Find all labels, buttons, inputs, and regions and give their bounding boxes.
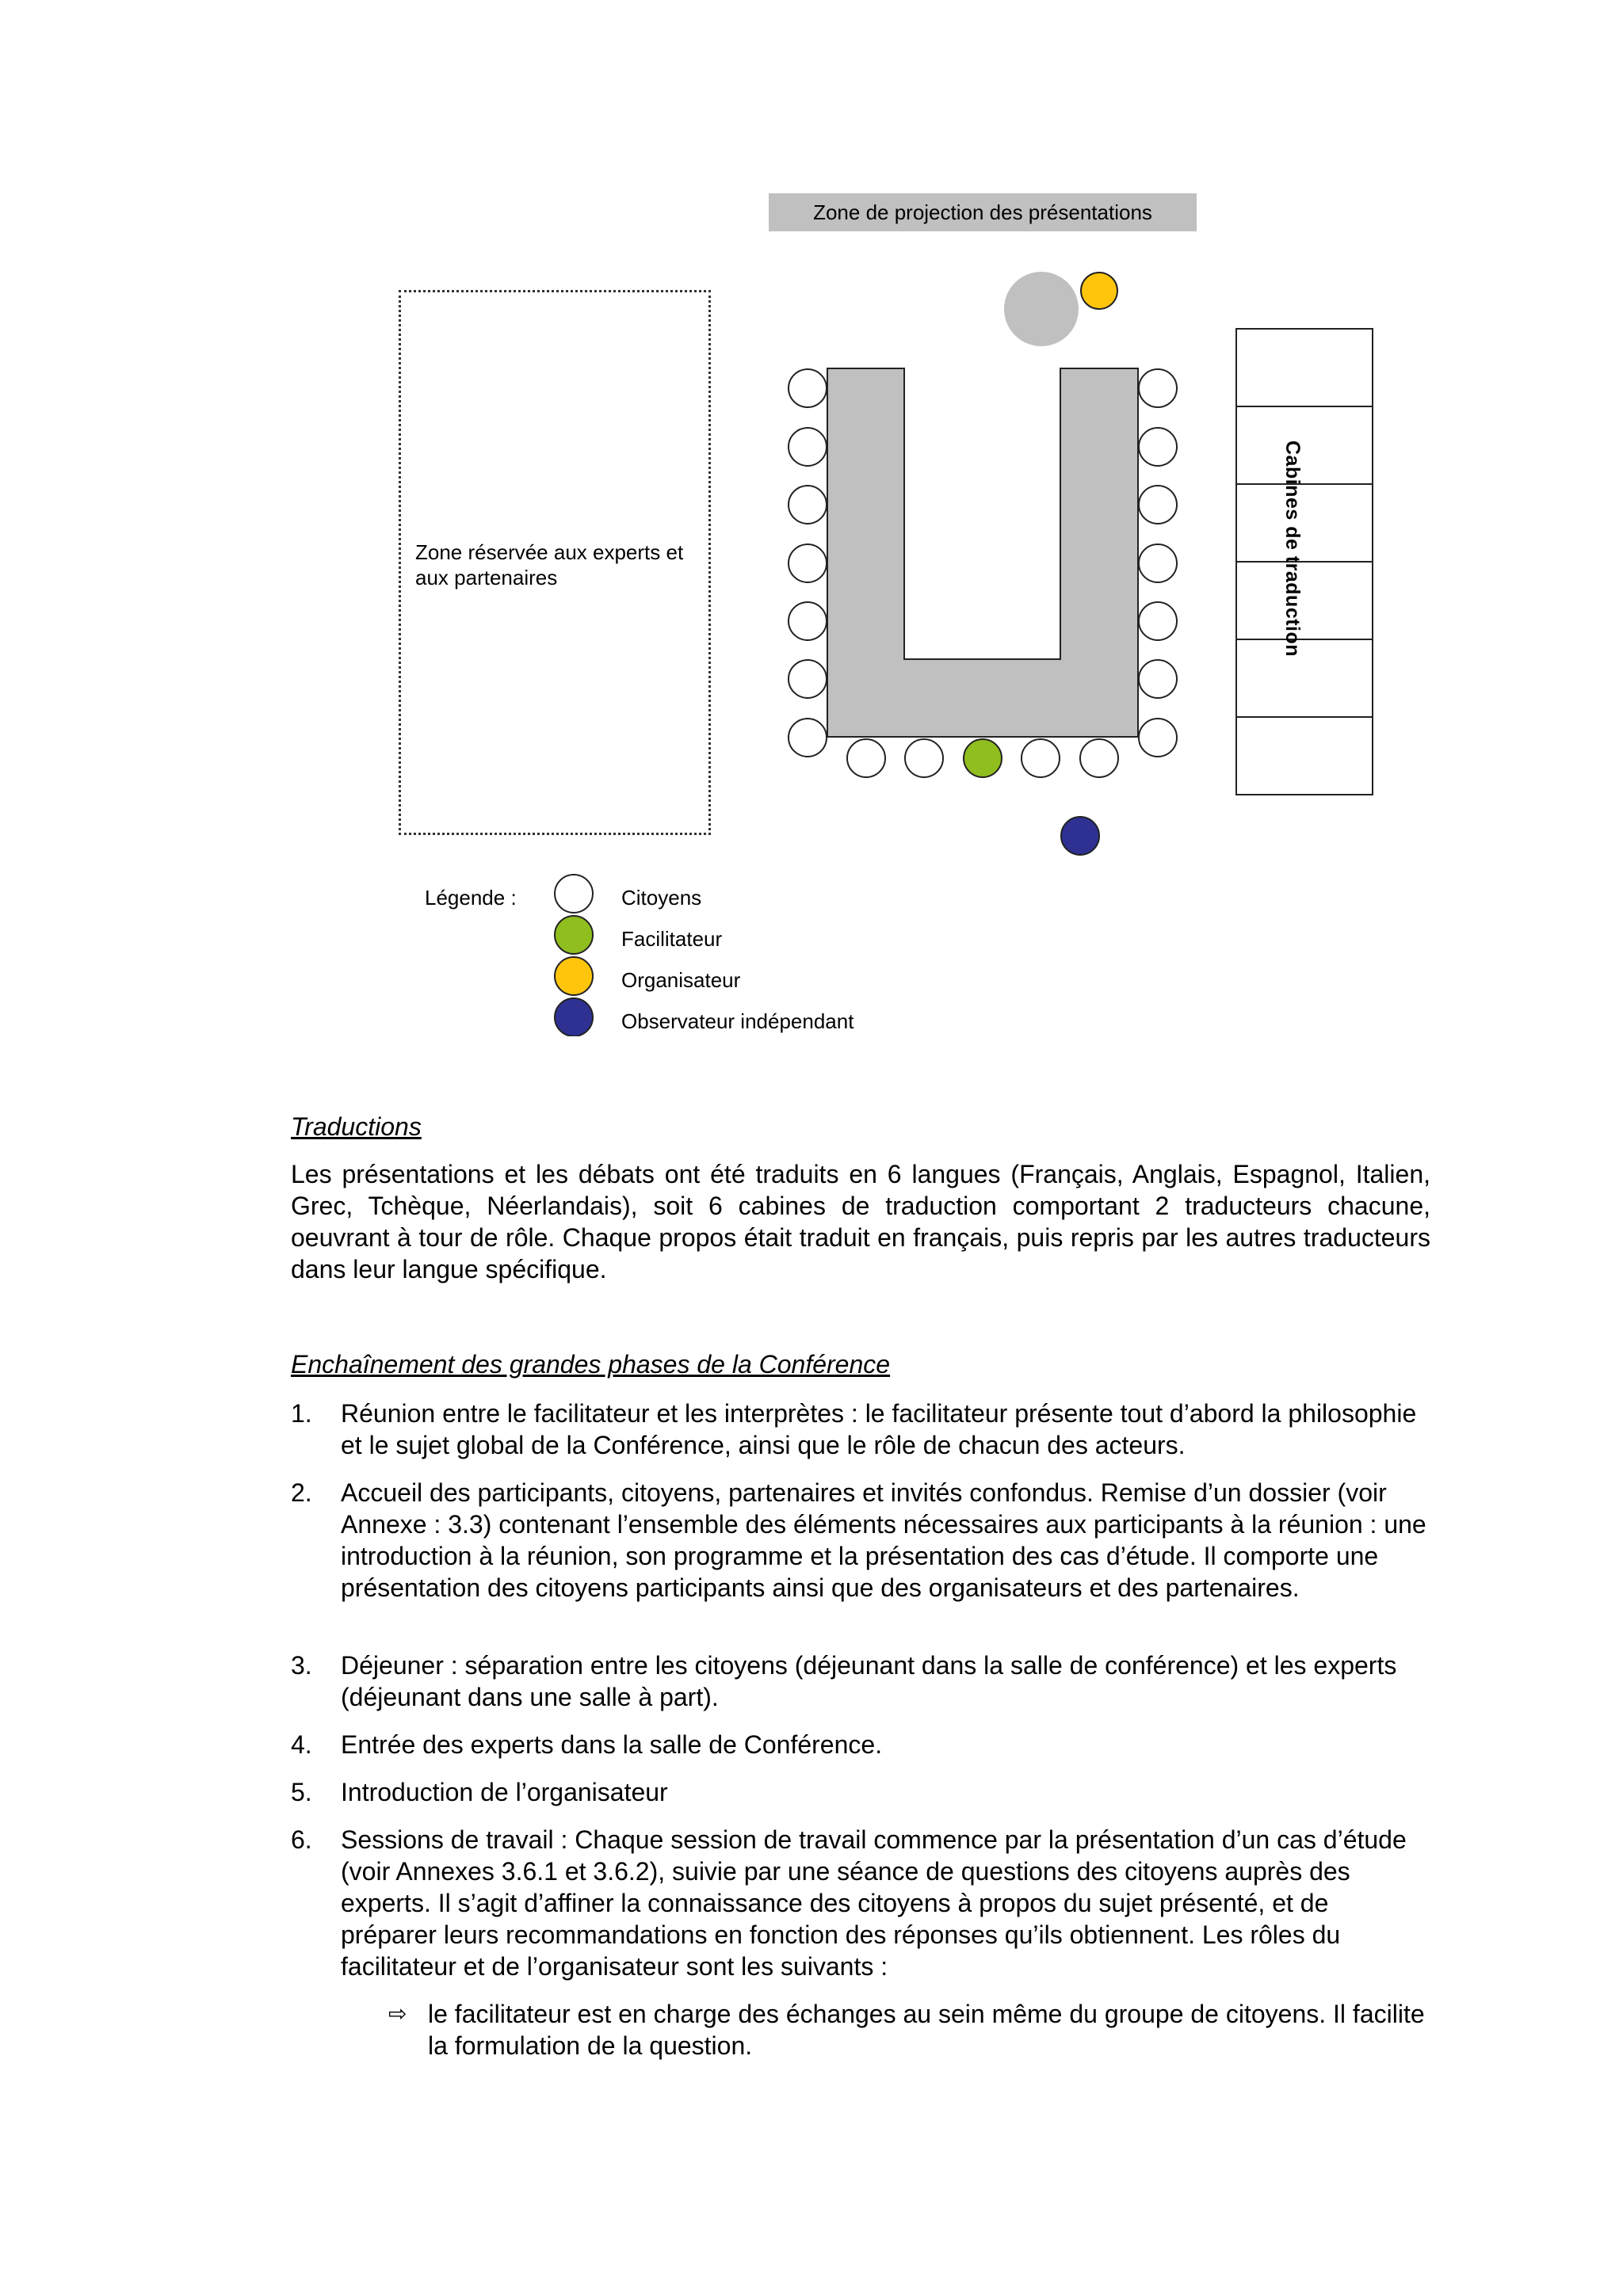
bottom-seats: [847, 739, 1118, 777]
phases-heading: Enchaînement des grandes phases de la Conférence: [291, 1350, 891, 1379]
list-item-text: Sessions de travail : Chaque session de travail commence par la présentation d’un cas d’étude (voir Annexes 3.6.1 et 3.6.2), suivie par une séance de questions des citoyens auprès des experts. Il s’agit d’affiner la connaissance des citoyens à propos du sujet présenté, et de préparer leurs recommandations en fonction des réponses qu’ils obtiennent. Les rôles du facilitateur et de l’organisateur sont les suivants :: [341, 1825, 1407, 1981]
citizen-seat: [1139, 719, 1177, 757]
organizer-seat: [1081, 273, 1117, 309]
translations-heading: Traductions: [291, 1112, 422, 1141]
organizer-swatch: [555, 957, 593, 995]
list-item-text: Déjeuner : séparation entre les citoyens (déjeunant dans la salle de conférence) et les experts (déjeunant dans une salle à part).: [341, 1651, 1397, 1711]
list-item-number: 6.: [291, 1825, 312, 1854]
list-item-number: 5.: [291, 1778, 312, 1806]
legend-swatches: [550, 870, 598, 1036]
list-item-text: Réunion entre le facilitateur et les interprètes : le facilitateur présente tout d’abord la philosophie et le sujet global de la Conférence, ainsi que le rôle de chacun des acteurs.: [341, 1399, 1417, 1459]
list-item-number: 4.: [291, 1730, 312, 1759]
legend-item-observer: Observateur indépendant: [621, 1009, 854, 1033]
citizen-seat: [789, 660, 827, 698]
citizen-seat: [847, 739, 885, 777]
booth: [1236, 329, 1373, 406]
speaker-seat: [1004, 272, 1079, 346]
citizen-seat: [1022, 739, 1060, 777]
facilitator-seat: [964, 739, 1002, 777]
citizen-seat: [1139, 486, 1177, 524]
citizen-seat: [789, 602, 827, 640]
citizen-seat: [1139, 660, 1177, 698]
u-table: [827, 368, 1138, 737]
right-seats: [1139, 369, 1177, 757]
list-item-text: Accueil des participants, citoyens, partenaires et invités confondus. Remise d’un dossier (voir Annexe : 3.3) contenant l’ensemble des éléments nécessaires aux participants à la réunion : une introduction à la réunion, son programme et la présentation des cas d’étude. Il comporte une présentation des citoyens participants ainsi que des organisateurs et des partenaires.: [341, 1478, 1426, 1602]
citizen-seat: [1139, 602, 1177, 640]
legend-item-organizer: Organisateur: [621, 968, 741, 992]
facilitator-swatch: [555, 916, 593, 954]
translation-booths-label: Cabines de traduction: [1281, 441, 1304, 658]
observer-seat: [1061, 817, 1099, 855]
citizen-seat: [789, 544, 827, 582]
legend-title: Légende :: [425, 886, 517, 910]
booth: [1236, 717, 1373, 795]
booth: [1236, 562, 1373, 639]
citizen-seat: [789, 369, 827, 407]
booth: [1236, 406, 1373, 484]
citizen-seat: [1139, 369, 1177, 407]
list-item-number: 3.: [291, 1651, 312, 1680]
citizen-seat: [1139, 428, 1177, 466]
citizen-seat: [789, 719, 827, 757]
translation-booths: [1236, 329, 1373, 795]
booth: [1236, 639, 1373, 717]
citizen-seat: [789, 428, 827, 466]
translations-paragraph: Les présentations et les débats ont été traduits en 6 langues (Français, Anglais, Espagnol, Italien, Grec, Tchèque, Néerlandais), soit 6 cabines de traduction comportant 2 traducteurs chacune, oeuvrant à tour de rôle. Chaque propos était traduit en français, puis repris par les autres traducteurs dans leur langue spécifique.: [291, 1160, 1430, 1283]
list-item-text: Introduction de l’organisateur: [341, 1778, 668, 1806]
observer-swatch: [555, 998, 593, 1036]
citizen-seat: [1080, 739, 1118, 777]
list-item-number: 2.: [291, 1478, 312, 1507]
booth: [1236, 484, 1373, 562]
legend-item-citizens: Citoyens: [621, 886, 702, 910]
bullet-text: le facilitateur est en charge des échanges au sein même du groupe de citoyens. Il facilite la formulation de la question.: [428, 2000, 1425, 2060]
citizen-swatch: [555, 875, 593, 913]
expert-zone-label: Zone réservée aux experts et aux partenaires: [415, 540, 684, 589]
citizen-seat: [789, 486, 827, 524]
list-item-text: Entrée des experts dans la salle de Conférence.: [341, 1730, 883, 1759]
citizen-seat: [905, 739, 943, 777]
citizen-seat: [1139, 544, 1177, 582]
projection-zone: Zone de projection des présentations: [769, 193, 1197, 231]
left-seats: [789, 369, 827, 757]
legend-item-facilitator: Facilitateur: [621, 927, 723, 951]
arrow-bullet-icon: ⇨: [388, 2001, 407, 2026]
expert-zone: [399, 290, 711, 835]
list-item-number: 1.: [291, 1399, 312, 1428]
